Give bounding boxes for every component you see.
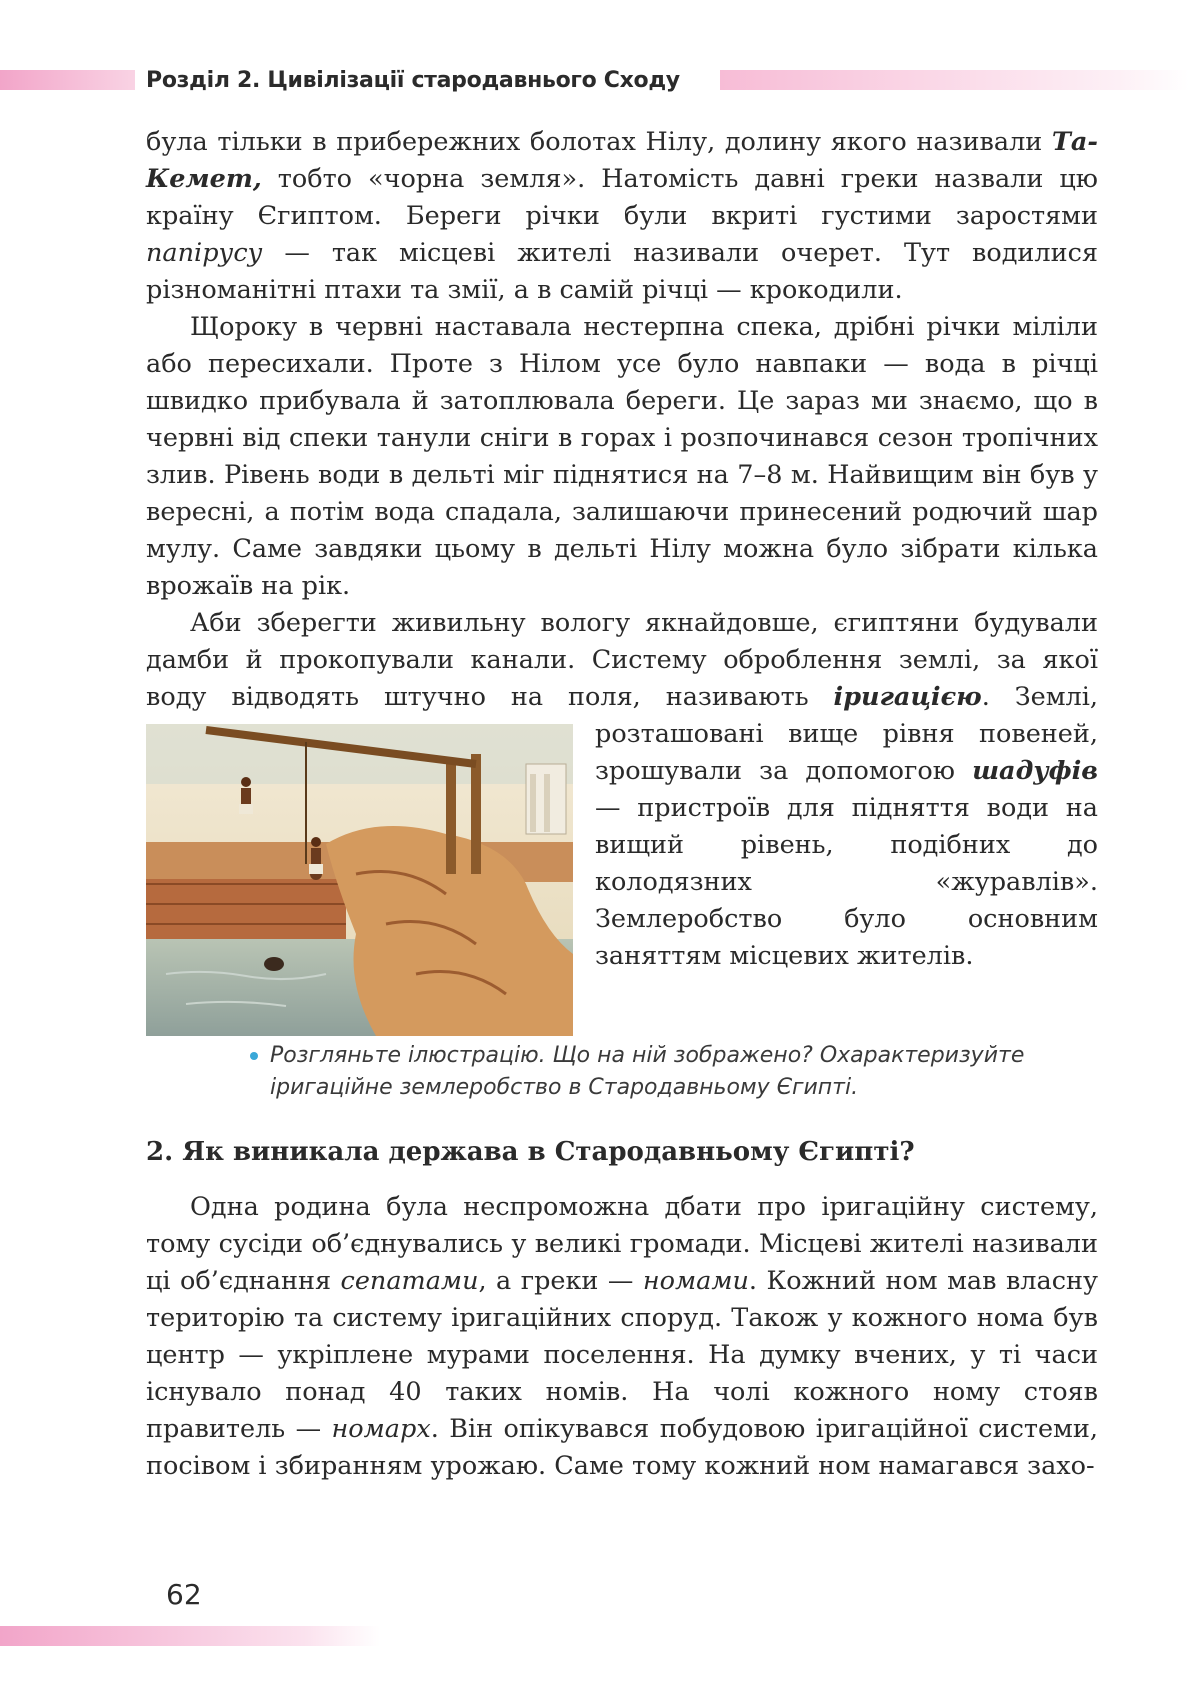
paragraph-3-text-2: . Землі, розташовані вище рівня повеней, зрошували за допомогою [595,682,1098,786]
paragraph-1-text-2: тобто «чорна земля». Натомість давні греки назвали цю країну Єгиптом. Береги річки були вкриті густими заростями [146,164,1098,231]
term-ta-kemet: Та-Кемет, [146,127,1098,194]
bullet-icon [250,1052,258,1060]
paragraph-4 [146,1189,1098,1485]
paragraph-4-text-3: . Кожний ном мав власну територію та систему іригаційних споруд. Також у кожного нома був центр — укріплене мурами поселення. На думку вчених, у ті часи існувало понад 40 таких номів. На чолі кожного ному стояв правитель — [146,1266,1098,1444]
chapter-title: Розділ 2. Цивілізації стародавнього Сходу [146,68,680,93]
page-number: 62 [166,1578,202,1611]
section-heading: 2. Як виникала держава в Стародавньому Єгипті? [146,1137,915,1167]
paragraph-3-text-3: — пристроїв для підняття води на вищий рівень, подібних до колодязних «журавлів». Землеробство було основним заняттям місцевих жителів. [595,793,1098,971]
header-decor-left [0,70,135,90]
term-sepaty: сепатами [340,1266,479,1296]
paragraph-2: Щороку в червні наставала нестерпна спека, дрібні річки міліли або пересихали. Проте з Нілом усе було навпаки — вода в річці швидко прибувала й затоплювала береги. Це зараз ми знаємо, що в червні від спеки танули сніги в горах і розпочинався сезон тропічних злив. Рівень води в дельті міг піднятися на 7–8 м. Найвищим він був у вересні, а потім вода спадала, залишаючи принесений родючий шар мулу. Саме завдяки цьому в дельті Нілу можна було зібрати кілька врожаїв на рік. [146,312,1098,601]
paragraph-1 [146,124,1098,309]
paragraph-3-text-1: Аби зберегти живильну вологу якнайдовше, єгиптяни будували дамби й прокопували канали. Систему оброблення землі, за якої воду відводять штучно на поля, називають [146,608,1098,712]
paragraph-1-text-1: була тільки в прибережних болотах Нілу, долину якого називали [146,127,1052,157]
page-body [146,124,1098,1485]
term-nomy: номами [642,1266,749,1296]
shaduf-picture [146,724,573,1036]
illustration-question-text: Розгляньте ілюстрацію. Що на ній зображено? Охарактеризуйте іригаційне землеробство в Стародавньому Єгипті. [270,1043,1025,1100]
paragraph-4-text-2: , а греки — [478,1266,643,1296]
illustration-question [146,1040,1098,1104]
paragraph-1-text-3: — так місцеві жителі називали очерет. Тут водилися різноманітні птахи та змії, а в самій річці — крокодили. [146,238,1098,305]
term-shaduf: шадуфів [972,756,1098,786]
paragraph-3 [146,605,1098,975]
term-papyrus: папірусу [146,238,263,268]
running-header [0,62,1189,100]
footer-decor [0,1626,380,1646]
paragraph-4-text-1: Одна родина була неспроможна дбати про іригаційну систему, тому сусіди об’єднувались у великі громади. Місцеві жителі називали ці об’єднання [146,1192,1098,1296]
irrigation-illustration [146,724,573,1036]
term-irrigation: іригацією [833,682,982,712]
paragraph-4-text-4: . Він опікувався побудовою іригаційної системи, посівом і збиранням урожаю. Саме тому кожний ном намагався захо- [146,1414,1098,1481]
header-decor-right [720,70,1189,90]
term-nomarkh: номарх [331,1414,431,1444]
